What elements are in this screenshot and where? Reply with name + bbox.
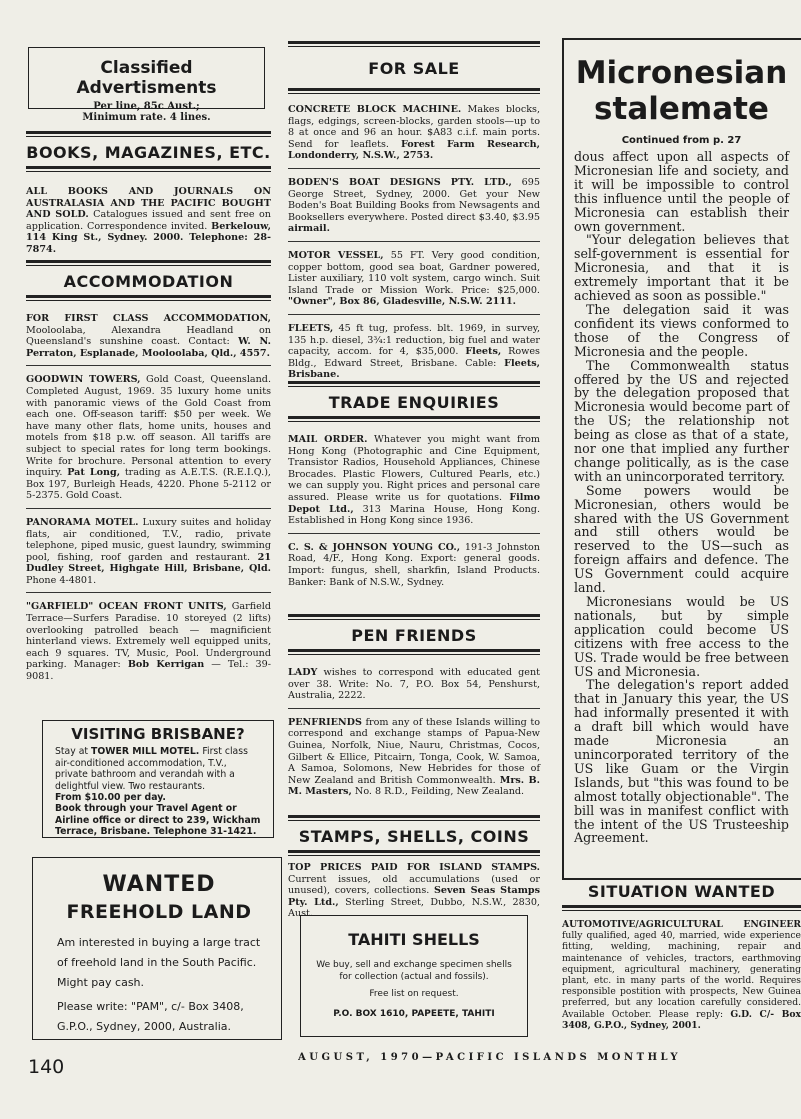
divider (26, 295, 271, 301)
article-title (574, 55, 789, 127)
accommodation-ad (26, 517, 271, 587)
ad-contact: G.D. C/- Box 3408, G.P.O., Sydney, 2001. (562, 1008, 801, 1031)
ad-lead: FOR FIRST CLASS ACCOMMODATION, (26, 313, 271, 324)
situation-section (562, 882, 801, 1037)
ad-body: fully qualified, aged 40, married, wide experience fitting, welding, machining, repair and maintenance of vehicles, tractors, earthmoving equipment, agricultural machinery, generating plant, etc. in many parts of the world. Requires responsible postition with prospects, New Guinea preferred, but any location carefully considered. Available October. Please reply: (562, 930, 801, 1020)
forsale-heading: FOR SALE (368, 59, 460, 78)
ad-contact: airmail. (288, 223, 330, 235)
ad-contact: W. N. Perraton, Esplanade, Mooloolaba, Qld., 4557. (26, 336, 271, 359)
classified-rate-2: Minimum rate. 4 lines. (82, 112, 211, 123)
ad-lead: "GARFIELD" OCEAN FRONT UNITS, (26, 601, 227, 613)
tahiti-title: TAHITI SHELLS (348, 930, 480, 949)
situation-ad (562, 919, 801, 1031)
ad-contact: Seven Seas Stamps Pty. Ltd., (288, 885, 540, 908)
visiting-title: VISITING BRISBANE? (71, 725, 245, 743)
ad-body: Whatever you might want from Hong Kong (Photographic and Cine Equipment, Transistor Radios, Household Appliances, Chinese Brocades. Plastic Flowers, Cultured Pearls, etc.) we can supply you. Right prices and personal care assured. Please write us for quotations. (288, 434, 540, 503)
forsale-ad (288, 177, 540, 235)
classified-rate-1: Per line, 85c Aust.; (93, 101, 200, 112)
accommodation-ad (26, 313, 271, 359)
ad-contact: Pat Long, (67, 467, 121, 479)
accommodation-ad (26, 601, 271, 682)
forsale-ad (288, 323, 540, 381)
article-paragraph: The delegation's report added that in January this year, the US had informally presented it with a draft bill which would have made Micronesia an unincorporated territory of the US like Guam or the Virgin Islands, but "this was found to be almost totally objectionable". The bill was in manifest conflict with the intent of the US Trusteeship Agreement. (574, 677, 789, 846)
ad-lead: C. S. & JOHNSON YOUNG CO., (288, 541, 461, 553)
wanted-title: WANTED (102, 872, 216, 897)
ad-contact: Bob Kerrigan (127, 659, 205, 671)
divider (288, 850, 540, 856)
ad-contact: Filmo Depot Ltd., (288, 491, 540, 515)
ad-body: wishes to correspond with educated gent over 38. Write: No. 7, P.O. Box 54, Penshurst, Australia, 2222. (288, 667, 540, 702)
ad-tail: trading as A.E.T.S. (R.E.I.Q.), Box 197, Burleigh Heads, 4220. Phone 5-2112 or 5-2375. Gold Coast. (26, 467, 271, 502)
trade-heading: TRADE ENQUIRIES (328, 393, 500, 412)
divider (288, 241, 540, 242)
stamps-ad (288, 862, 540, 920)
ad-tail: Rowes Bldg., Edward Street, Brisbane. Cable: (288, 346, 540, 369)
pen-ad (288, 667, 540, 702)
article-paragraph: Micronesians would be US nationals, but by simple application could become US citizens with free access to the US. Trade would be free between US and Micronesia. (574, 594, 789, 679)
ad-body: 695 George Street, Sydney, 2000. Get your New Boden's Boat Building Books from Newsagents and Booksellers everywhere. Posted direct $3.40, $3.95 (288, 176, 540, 223)
ad-lead: PENFRIENDS (288, 716, 362, 728)
books-ad (26, 186, 271, 256)
divider (288, 708, 540, 709)
ad-contact: "Owner", Box 86, Gladesville, N.S.W. 2111. (288, 296, 517, 308)
trade-ad (288, 434, 540, 527)
trade-ad (288, 542, 540, 588)
books-heading: BOOKS, MAGAZINES, ETC. (26, 143, 271, 162)
ad-body: Garfield Terrace—Surfers Paradise. 10 storeyed (2 lifts) overlooking patrolled beach — magnificient hinterland views. Extremely well equipped units, each 9 squares. TV, Music, Pool. Underground parking. Manager: (26, 601, 271, 671)
page-number: 140 (28, 1056, 65, 1078)
ad-body: 191-3 Johnston Road, 4/F., Hong Kong. Export: general goods. Import: fungus, shell, sharkfin, Island Products. Banker: Bank of N.S.W., Sydney. (288, 541, 540, 588)
visiting-text: Stay at (55, 746, 91, 758)
trade-section (288, 381, 540, 594)
stamps-heading: STAMPS, SHELLS, COINS (298, 827, 530, 846)
divider (288, 533, 540, 534)
article-title-line-2: stalemate (594, 91, 769, 127)
ad-lead: TOP PRICES PAID FOR ISLAND STAMPS. (288, 862, 540, 873)
forsale-section (288, 41, 540, 387)
ad-lead: AUTOMOTIVE/AGRICULTURAL ENGINEER (562, 919, 801, 930)
divider (562, 905, 801, 911)
ad-body: Makes blocks, flags, edgings, screen-blocks, garden stools—up to 8 at once and 96 an hour. $A83 c.i.f. main ports. Send for leaflets. (288, 104, 540, 150)
tahiti-address: P.O. BOX 1610, PAPEETE, TAHITI (333, 1009, 495, 1019)
divider (288, 88, 540, 94)
forsale-ad (288, 104, 540, 162)
accommodation-ad (26, 374, 271, 502)
ad-lead: ALL BOOKS AND JOURNALS ON AUSTRALASIA AND THE PACIFIC BOUGHT AND SOLD. (26, 186, 271, 221)
wanted-write: Please write: "PAM", c/- Box 3408, G.P.O., Sydney, 2000, Australia. (57, 1000, 244, 1033)
stamps-section (288, 815, 540, 926)
article-continued: Continued from p. 27 (621, 135, 742, 146)
ad-body: Mooloolaba, Alexandra Headland on Queensland's sunshine coast. Contact: (26, 324, 271, 348)
ad-contact: Berkelouw, 114 King St., Sydney. 2000. Telephone: 28-7874. (26, 220, 271, 255)
situation-heading: SITUATION WANTED (587, 882, 776, 901)
ad-contact: Fleets, (465, 346, 502, 358)
divider (26, 592, 271, 593)
article-paragraph: The Commonwealth status offered by the US and rejected by the delegation proposed that Micronesia would become part of the US; the relationship not being as close as that of a state, nor one that implied any further change politically, as is the case with an unincorporated territory. (574, 357, 789, 484)
visiting-text: First class air-conditioned accommodation, T.V., private bathroom and verandah with a delightful view. Two restaurants. (55, 746, 248, 792)
visiting-book: Book through your Travel Agent or Airline office or direct to 239, Wickham Terrace, Brisbane. Telephone 31-1421. (55, 803, 261, 838)
forsale-ad (288, 250, 540, 308)
tahiti-body: We buy, sell and exchange specimen shells for collection (actual and fossils). (316, 960, 512, 982)
divider (288, 416, 540, 422)
ad-body: from any of these Islands willing to correspond and exchange stamps of Papua-New Guinea, Norfolk, Niue, Nauru, Christmas, Cocos, Gilbert & Ellice, Pitcairn, Tonga, Cook, W. Samoa, A Samoa, Solomons, New Hebrides for those of New Zealand and British Commonwealth. (288, 716, 540, 786)
accommodation-section (26, 260, 271, 689)
article-box (562, 38, 801, 880)
ad-body: Current issues, old accumulations (used or unused), covers, collections. (288, 873, 540, 897)
divider (288, 649, 540, 655)
masthead-footer: AUGUST, 1970—PACIFIC ISLANDS MONTHLY (298, 1052, 682, 1063)
ad-contact: Fleets, Brisbane. (288, 357, 540, 381)
article-paragraph: Some powers would be Micronesian, others would be shared with the US Government and still others would be reserved to the US—such as foreign affairs and defence. The US Government could acquire land. (574, 482, 789, 596)
ad-lead: PANORAMA MOTEL. (26, 516, 139, 528)
tahiti-list: Free list on request. (369, 989, 459, 999)
ad-contact: Forest Farm Research, Londonderry, N.S.W., 2753. (288, 138, 540, 162)
article-paragraph: "Your delegation believes that self-government is essential for Micronesia, and that it is extremely important that it be achieved as soon as possible." (574, 232, 789, 304)
divider (26, 166, 271, 172)
wanted-body: Am interested in buying a large tract of freehold land in the South Pacific. Might pay cash. (57, 936, 261, 989)
ad-lead: FLEETS, (288, 322, 334, 334)
classified-header-box (28, 47, 265, 123)
pen-heading: PEN FRIENDS (351, 626, 477, 645)
ad-contact: 21 Dudley Street, Highgate Hill, Brisbane, Qld. (26, 551, 271, 575)
ad-tail: 313 Marina House, Hong Kong. Established in Hong Kong since 1936. (288, 503, 540, 527)
ad-lead: MOTOR VESSEL, (288, 249, 384, 261)
ad-lead: LADY (288, 667, 318, 678)
visiting-price: From $10.00 per day. (55, 792, 166, 804)
ad-body: Luxury suites and holiday flats, air conditioned, T.V., radio, private telephone, piped music, guest laundry, swimming pool, fishing, roof garden and restaurant. (26, 516, 272, 563)
accommodation-heading: ACCOMMODATION (63, 272, 234, 291)
tahiti-shells-box (300, 915, 528, 1037)
visiting-brisbane-box (42, 720, 274, 838)
ad-body: Catalogues issued and sent free on application. Correspondence invited. (26, 209, 271, 232)
ad-lead: MAIL ORDER. (288, 434, 368, 445)
divider (288, 314, 540, 315)
pen-section (288, 614, 540, 804)
books-section (26, 131, 271, 262)
article-body (574, 150, 789, 845)
wanted-subtitle: FREEHOLD LAND (66, 901, 252, 923)
ad-body: Gold Coast, Queensland. Completed August, 1969. 35 luxury home units with panoramic views of the Gold Coast from each one. Off-season tariff: $50 per week. We have many other flats, home units, houses and motels from $18 p.w. off season. All tariffs are subject to special rates for long term bookings. Write for brochure. Personal attention to every inquiry. (26, 374, 271, 479)
ad-lead: BODEN'S BOAT DESIGNS PTY. LTD., (288, 176, 512, 188)
ad-tail: Sterling Street, Dubbo, N.S.W., 2830, Aust. (288, 896, 540, 920)
divider (26, 508, 271, 509)
ad-tail: Phone 4-4801. (26, 574, 97, 586)
ad-tail: — Tel.: 39-9081. (26, 659, 271, 683)
ad-lead: CONCRETE BLOCK MACHINE. (288, 104, 462, 115)
ad-body: 45 ft tug, profess. blt. 1969, in survey, 135 h.p. diesel, 3¾:1 reduction, big fuel and water capacity, accom. for 4, $35,000. (288, 322, 540, 358)
article-title-line-1: Micronesian (575, 55, 788, 91)
divider (26, 365, 271, 366)
pen-ad (288, 717, 540, 798)
ad-contact: Mrs. B. M. Masters, (288, 774, 540, 798)
visiting-body (55, 746, 261, 792)
ad-tail: No. 8 R.D., Feilding, New Zealand. (351, 786, 525, 798)
ad-lead: GOODWIN TOWERS, (26, 374, 141, 386)
ad-body: 55 FT. Very good condition, copper bottom, good sea boat, Gardner powered, Lister auxiliary, 110 volt system, cargo winch. Suit Island Trade or Mission Work. Price: $25,000. (288, 249, 540, 296)
article-paragraph: The delegation said it was confident its views conformed to those of the Congress of Micronesia and the people. (574, 301, 789, 359)
classified-title: Classified Advertisments (76, 58, 217, 98)
visiting-motel: TOWER MILL MOTEL. (91, 746, 200, 758)
divider (288, 168, 540, 169)
article-paragraph: dous affect upon all aspects of Micronesian life and society, and it will be impossible to control this influence until the people of Micronesia can establish their own government. (574, 149, 789, 234)
wanted-freehold-box (32, 857, 282, 1040)
